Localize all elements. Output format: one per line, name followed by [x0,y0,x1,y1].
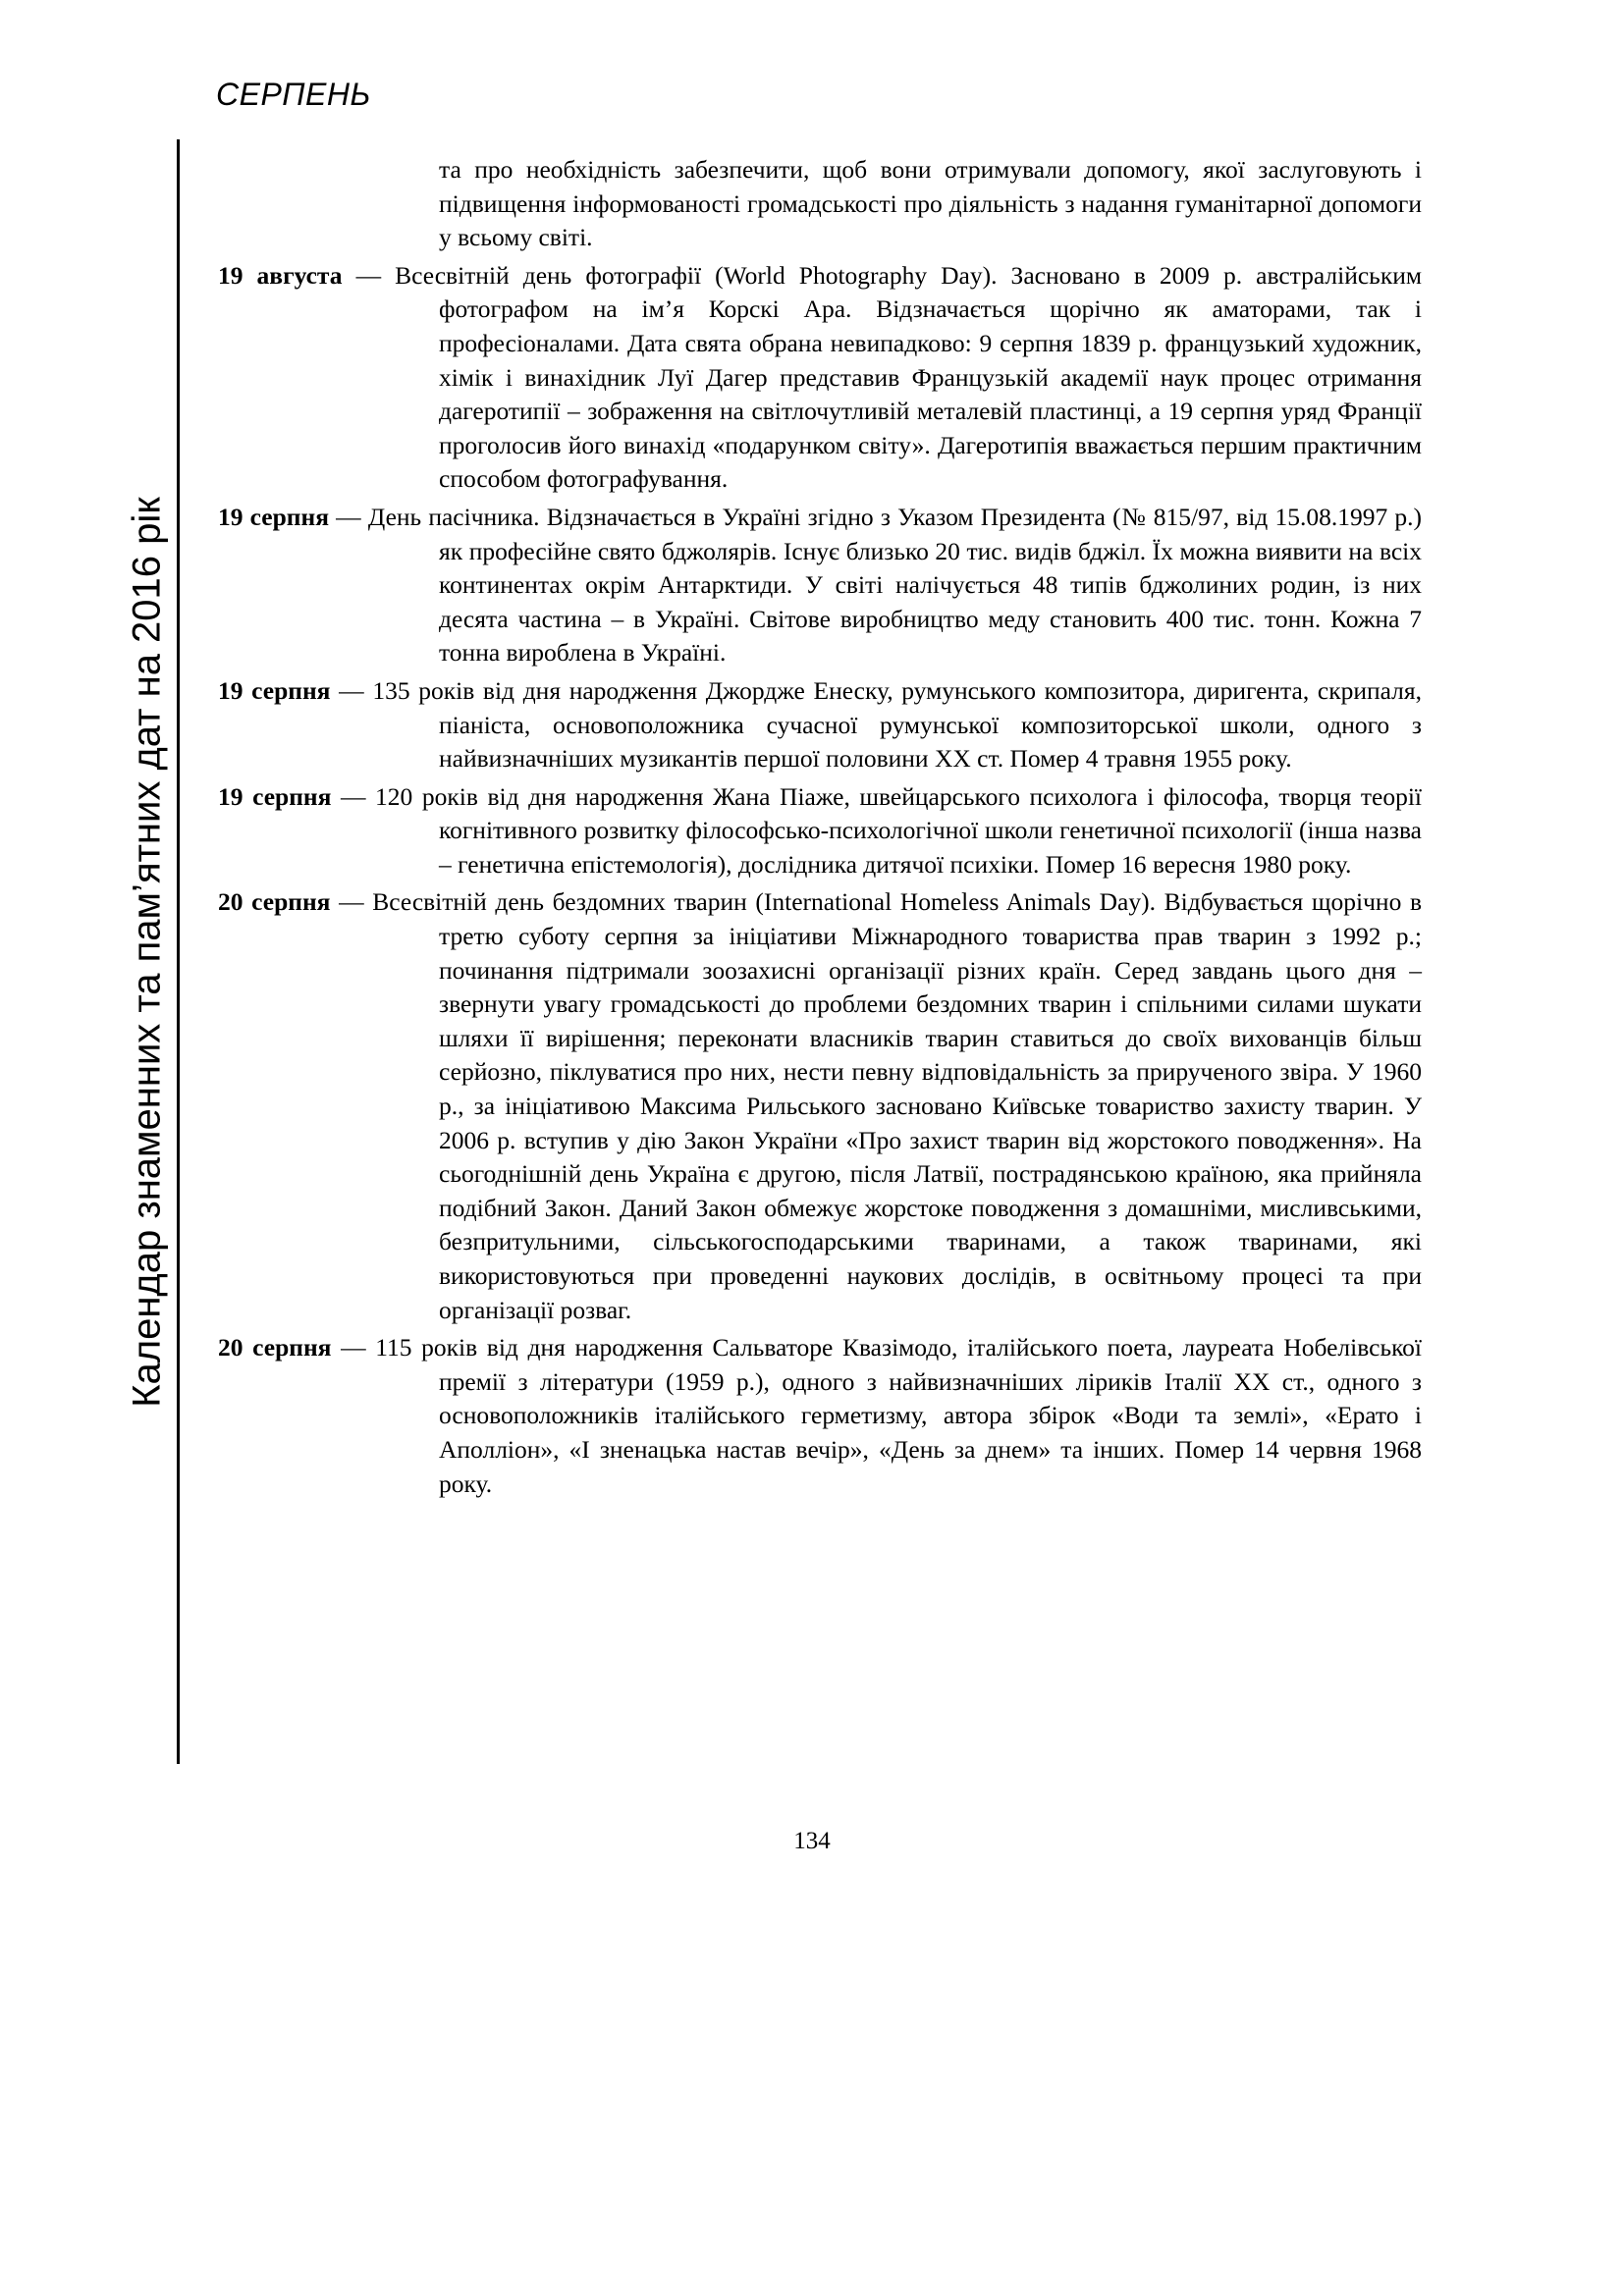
entry-date: 19 августа [218,260,343,290]
entry-piaget [218,780,1422,882]
entry-text: — 135 років від дня народження Джордже Енеску, румунського композитора, диригента, скрипаля, піаніста, основоположника сучасної румунської композиторської школи, одного з найвизначніших музикантів першої половини XX ст. Помер 4 травня 1955 року. [330,675,1422,774]
entry-date: 19 серпня [218,781,332,811]
entry-date: 19 серпня [218,675,331,705]
entry-date: 19 серпня [218,502,329,531]
entry-text: — Всесвітній день бездомних тварин (International Homeless Animals Day). Відбувається щорічно в третю суботу серпня за ініціативи Міжнародного товариства прав тварин з 1992 р.; починання підтримали зоозахисні організації різних країн. Серед завдань цього дня – звернути увагу громадськості до проблеми бездомних тварин і спільними силами шукати шляхи її вирішення; переконати власників тварин ставиться до своїх вихованців більш серйозно, піклуватися про них, нести певну відповідальність за прирученого звіра. У 1960 р., за ініціативою Максима Рильського засновано Київське товариство захисту тварин. У 2006 р. вступив у дію Закон України «Про захист тварин від жорстокого поводження». На сьогоднішній день Україна є другою, після Латвії, пострадянською країною, яка прийняла подібний Закон. Даний Закон обмежує жорстоке поводження з домашніми, мисливськими, безпритульними, сільськогосподарськими тваринами, а також тваринами, які використовуються при проведенні наукових дослідів, в освітньому процесі та при організації розваг. [330,887,1422,1324]
running-title: СЕРПЕНЬ [216,77,371,112]
entry-world-photography-day [218,259,1422,497]
entry-text: — 115 років від дня народження Сальваторе Квазімодо, італійського поета, лауреата Нобелівської премії з літератури (1959 р.), одного з найвизначніших ліриків Італії XX ст., одного з основоположників італійського герметизму, автора збірок «Води та землі», «Ерато і Аполліон», «І зненацька настав вечір», «День за днем» та інших. Помер 14 червня 1968 року. [331,1333,1423,1498]
entry-beekeeper-day [218,501,1422,670]
entry-text: — День пасічника. Відзначається в Україні згідно з Указом Президента (№ 815/97, від 15.08.1997 р.) як професійне свято бджолярів. Існує близько 20 тис. видів бджіл. Їх можна виявити на всіх континентах окрім Антарктиди. У світі налічується 48 типів бджолиних родин, із них десята частина – в Україні. Світове виробництво меду становить 400 тис. тонн. Кожна 7 тонна вироблена в Україні. [329,502,1423,667]
page-number: 134 [793,1828,831,1854]
entry-enescu [218,674,1422,776]
entry-date: 20 серпня [218,887,331,917]
side-rule [177,139,180,1764]
entry-text: — Всесвітній день фотографії (World Photography Day). Засновано в 2009 р. австралійським фотографом на ім’я Корскі Ара. Відзначається щорічно як аматорами, так і професіоналами. Дата свята обрана невипадково: 9 серпня 1839 р. французький художник, хімік і винахідник Луї Дагер представив Французькій академії наук процес отримання дагеротипії – зображення на світлочутливій металевій пластинці, а 19 серпня уряд Франції проголосив його винахід «подарунком світу». Дагеротипія вважається першим практичним способом фотографування. [342,260,1422,494]
continuation-paragraph: та про необхідність забезпечити, щоб вони отримували допомогу, якої заслуговують і підвищення інформованості громадськості про діяльність з надання гуманітарної допомоги у всьому світі. [439,155,1422,252]
entry-homeless-animals-day [218,885,1422,1327]
side-title: Календар знаменних та пам’ятних дат на 2016 рік [125,497,169,1408]
entry-quasimodo [218,1331,1422,1501]
entry-text: — 120 років від дня народження Жана Піаже, швейцарського психолога і філософа, творця теорії когнітивного розвитку філософсько-психологічної школи генетичної психології (інша назва – генетична епістемологія), дослідника дитячої психіки. Помер 16 вересня 1980 року. [331,781,1422,879]
entry-date: 20 серпня [218,1333,332,1362]
calendar-entries [218,153,1422,1501]
